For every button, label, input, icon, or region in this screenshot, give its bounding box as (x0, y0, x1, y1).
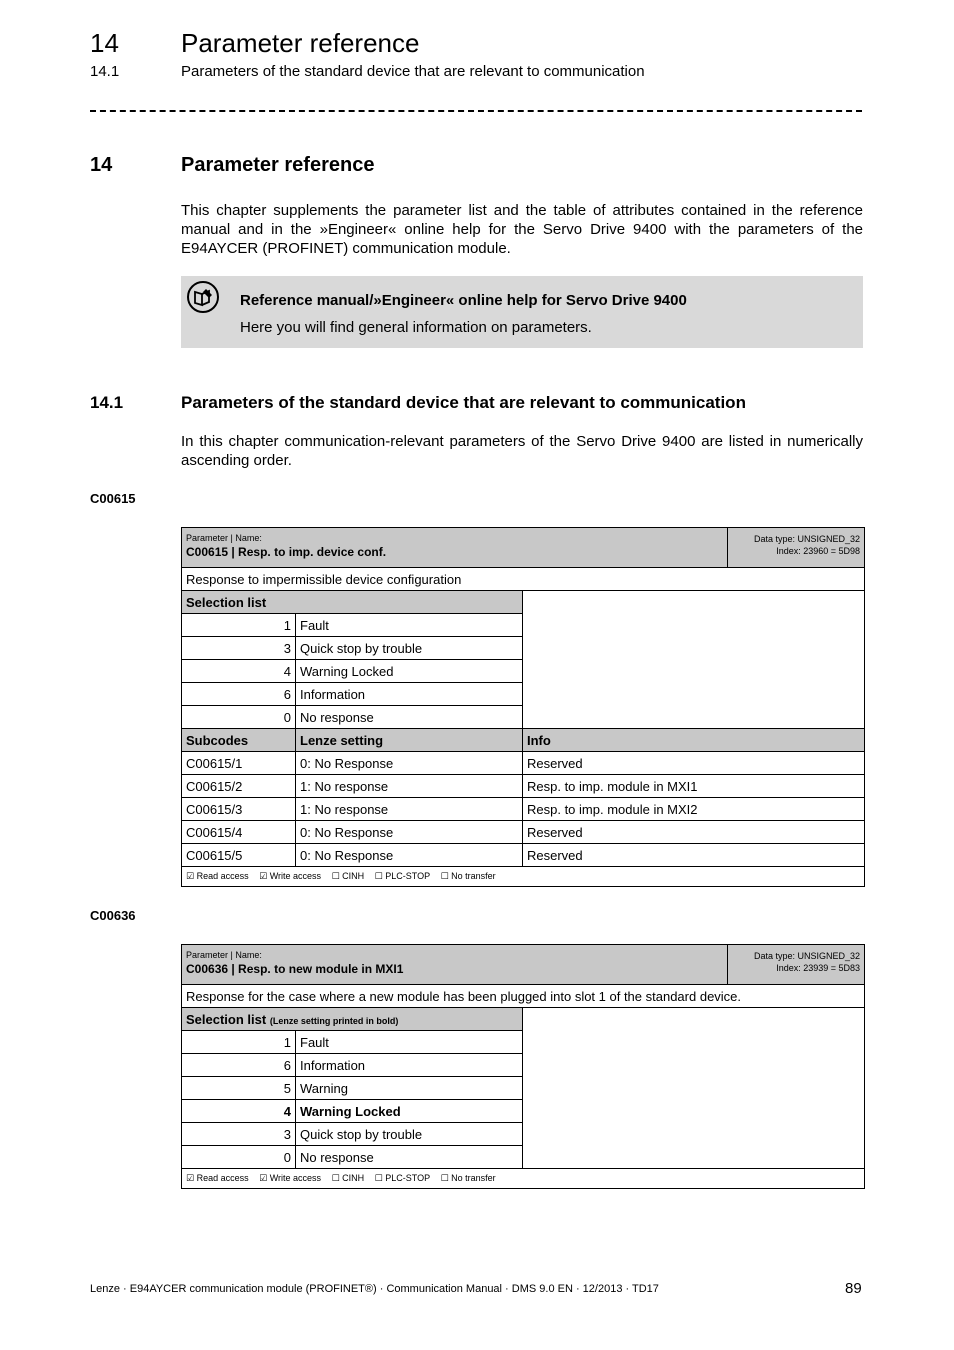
running-header-chapter-title: Parameter reference (181, 28, 420, 58)
subcode-info: Reserved (523, 844, 865, 867)
section-number: 14.1 (90, 393, 124, 412)
selection-label: No response (296, 706, 523, 729)
selection-value: 5 (182, 1077, 296, 1100)
selection-label: Fault (296, 614, 523, 637)
selection-value: 1 (182, 614, 296, 637)
subcode-code: C00615/1 (182, 752, 296, 775)
selection-list-header (182, 1008, 523, 1031)
subcode-row (182, 775, 865, 798)
param-label-c00615: C00615 (90, 491, 136, 506)
chapter-intro: This chapter supplements the parameter list and the table of attributes contained in the reference manual and in the »Engineer« online help for the Servo Drive 9400 with the parameters of the E94AYCER (PROFINET) communication module. (181, 202, 863, 257)
selection-blank-area (523, 591, 865, 729)
read-access-flag: ☑ Read access (186, 871, 249, 881)
header-divider (90, 110, 862, 112)
plc-stop-flag: ☐ PLC-STOP (374, 1173, 431, 1183)
reference-note-box (181, 276, 863, 348)
access-flags (182, 867, 865, 887)
lenze-setting-header: Lenze setting (296, 729, 523, 752)
selection-value: 1 (182, 1031, 296, 1054)
selection-label: Warning Locked (296, 1100, 523, 1123)
read-access-flag: ☑ Read access (186, 1173, 249, 1183)
subcode-row (182, 821, 865, 844)
selection-value: 4 (182, 1100, 296, 1123)
param-index: Index: 23939 = 5D83 (776, 963, 861, 973)
section-title: Parameters of the standard device that are relevant to communication (181, 393, 746, 412)
selection-value: 4 (182, 660, 296, 683)
page-number: 89 (845, 1280, 862, 1297)
subcode-info: Resp. to imp. module in MXI2 (523, 798, 865, 821)
subcode-row (182, 752, 865, 775)
selection-label: Fault (296, 1031, 523, 1054)
subcode-setting: 0: No Response (296, 844, 523, 867)
subcode-info: Resp. to imp. module in MXI1 (523, 775, 865, 798)
selection-label: Quick stop by trouble (296, 637, 523, 660)
selection-value: 3 (182, 1123, 296, 1146)
page-footer-text: Lenze · E94AYCER communication module (PROFINET®) · Communication Manual · DMS 9.0 EN · 12/2013 · TD17 (90, 1283, 659, 1295)
param-table-c00615 (181, 527, 865, 887)
selection-label: Quick stop by trouble (296, 1123, 523, 1146)
param-data-type: Data type: UNSIGNED_32 (753, 951, 861, 961)
no-transfer-flag: ☐ No transfer (440, 871, 496, 881)
running-header-section-number: 14.1 (90, 63, 120, 80)
param-header-name-cell (182, 945, 728, 985)
note-title: Reference manual/»Engineer« online help for Servo Drive 9400 (240, 292, 687, 309)
selection-label: Information (296, 683, 523, 706)
subcode-code: C00615/5 (182, 844, 296, 867)
param-description: Response to impermissible device configuration (182, 568, 865, 591)
param-header-type-cell (728, 945, 865, 985)
selection-label: Warning (296, 1077, 523, 1100)
subcode-code: C00615/4 (182, 821, 296, 844)
plc-stop-flag: ☐ PLC-STOP (374, 871, 431, 881)
selection-list-header: Selection list (182, 591, 523, 614)
param-header-label: Parameter | Name: (186, 533, 262, 543)
no-transfer-flag: ☐ No transfer (440, 1173, 496, 1183)
selection-list-note: (Lenze setting printed in bold) (269, 1015, 399, 1026)
info-header: Info (523, 729, 865, 752)
selection-label: Information (296, 1054, 523, 1077)
running-header-chapter-number: 14 (90, 28, 119, 58)
selection-value: 0 (182, 706, 296, 729)
subcode-setting: 1: No response (296, 775, 523, 798)
cinh-flag: ☐ CINH (331, 1173, 365, 1183)
param-index: Index: 23960 = 5D98 (776, 546, 861, 556)
param-description: Response for the case where a new module has been plugged into slot 1 of the standard device. (182, 985, 865, 1008)
selection-label: Warning Locked (296, 660, 523, 683)
param-header-name: C00615 | Resp. to imp. device conf. (186, 545, 387, 559)
write-access-flag: ☑ Write access (259, 871, 322, 881)
selection-value: 0 (182, 1146, 296, 1169)
subcode-row (182, 844, 865, 867)
selection-value: 6 (182, 683, 296, 706)
subcodes-header: Subcodes (182, 729, 296, 752)
param-header-name-cell (182, 528, 728, 568)
chapter-title: Parameter reference (181, 154, 375, 176)
subcode-info: Reserved (523, 821, 865, 844)
cinh-flag: ☐ CINH (331, 871, 365, 881)
note-text: Here you will find general information on parameters. (240, 319, 592, 336)
param-header-label: Parameter | Name: (186, 950, 262, 960)
subcode-row (182, 798, 865, 821)
subcode-code: C00615/2 (182, 775, 296, 798)
write-access-flag: ☑ Write access (259, 1173, 322, 1183)
subcode-code: C00615/3 (182, 798, 296, 821)
chapter-number: 14 (90, 154, 113, 176)
param-header-name: C00636 | Resp. to new module in MXI1 (186, 962, 404, 976)
param-label-c00636: C00636 (90, 908, 136, 923)
param-table-c00636 (181, 944, 865, 1189)
access-flags (182, 1169, 865, 1189)
book-reference-icon (187, 281, 219, 313)
selection-blank-area (523, 1008, 865, 1169)
selection-value: 3 (182, 637, 296, 660)
selection-value: 6 (182, 1054, 296, 1077)
selection-label: No response (296, 1146, 523, 1169)
subcode-setting: 0: No Response (296, 821, 523, 844)
running-header-section-title: Parameters of the standard device that are relevant to communication (181, 63, 645, 80)
section-intro: In this chapter communication-relevant parameters of the Servo Drive 9400 are listed in numerically ascending order. (181, 433, 863, 469)
subcode-setting: 0: No Response (296, 752, 523, 775)
param-data-type: Data type: UNSIGNED_32 (753, 534, 861, 544)
param-header-type-cell (728, 528, 865, 568)
subcode-info: Reserved (523, 752, 865, 775)
selection-list-title: Selection list (186, 1011, 267, 1027)
subcode-setting: 1: No response (296, 798, 523, 821)
